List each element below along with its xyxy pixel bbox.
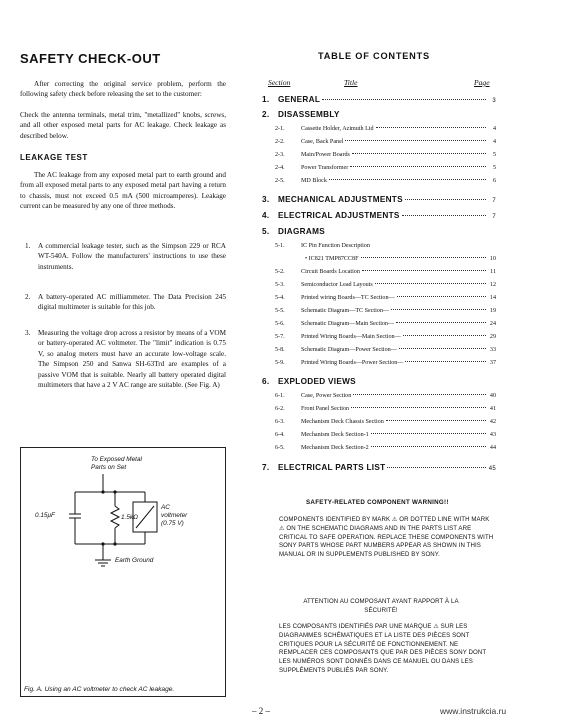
method-text: A battery-operated AC milliammeter. The Data Precision 245 digital multimeter is suitable for this job. — [38, 293, 226, 312]
figure-label-top-2: Parts on Set — [91, 464, 127, 471]
toc-subsection-row[interactable]: 6-2. Front Panel Section 41 — [275, 406, 496, 412]
voltmeter-label-3: (0.75 V) — [161, 520, 184, 527]
toc-subsection-row[interactable]: 2-1. Cassette Holder, Azimuth Lid 4 — [275, 126, 496, 132]
intro-paragraph: After correcting the original service problem, perform the following safety check before releasing the set to the customer: — [20, 80, 226, 99]
toc-subsection-row[interactable]: 5-2. Circuit Boards Location 11 — [275, 269, 496, 275]
toc-section-row[interactable]: 5. DIAGRAMS — [262, 227, 325, 236]
toc-subsection-row[interactable]: • IC821 TMP87CC8F 10 — [305, 256, 496, 262]
toc-section-row[interactable]: 2. DISASSEMBLY — [262, 110, 340, 119]
leakage-test-heading: LEAKAGE TEST — [20, 153, 88, 162]
toc-subsection-row[interactable]: 2-5. MD Block 6 — [275, 178, 496, 184]
figure-label-top: To Exposed Metal — [91, 456, 142, 463]
method-text: Measuring the voltage drop across a resistor by means of a VOM or battery-operated AC voltmeter. The "limit" indication is 0.75 V, so analog meters must have an accurate low-voltage scale. The Simpson 250 and Sanwa SH-63Trd are examples of a passive VOM that is suitable. Nearly all battery operated digital multimeters that have a 2 V AC range are suitable. (See Fig. A) — [38, 329, 226, 390]
figure-caption: Fig. A. Using an AC voltmeter to check AC leakage. — [24, 686, 175, 693]
capacitor-label: 0.15μF — [35, 512, 55, 519]
toc-col-page: Page — [474, 78, 490, 87]
ground-label: Earth Ground — [115, 557, 154, 564]
method-number: 3. — [25, 329, 31, 337]
circuit-diagram — [21, 448, 227, 698]
toc-subsection-row[interactable]: 5-7. Printed Wiring Boards—Main Section— 29 — [275, 334, 496, 340]
meter-needle — [136, 506, 154, 528]
toc-title: TABLE OF CONTENTS — [318, 51, 430, 61]
safety-warning-title: SAFETY-RELATED COMPONENT WARNING!! — [306, 499, 449, 506]
resistor-zigzag — [111, 506, 119, 528]
toc-section-row[interactable]: 1. GENERAL 3 — [262, 95, 496, 104]
toc-subsection-row[interactable]: 5-4. Printed wiring Boards—TC Section— 14 — [275, 295, 496, 301]
toc-subsection-row[interactable]: 2-3. Main/Power Boards 5 — [275, 152, 496, 158]
toc-col-section: Section — [268, 78, 291, 87]
safety-check-title: SAFETY CHECK-OUT — [20, 51, 161, 66]
toc-section-row[interactable]: 6. EXPLODED VIEWS — [262, 377, 356, 386]
toc-subsection-row[interactable]: 5-8. Schematic Diagram—Power Section— 33 — [275, 347, 496, 353]
toc-subsection-row[interactable]: 2-4. Power Transformer 5 — [275, 165, 496, 171]
toc-subsection-row[interactable]: 5-5. Schematic Diagram—TC Section— 19 — [275, 308, 496, 314]
toc-subsection-row[interactable]: 2-2. Case, Back Panel 4 — [275, 139, 496, 145]
toc-subsection-row[interactable]: 6-4. Mechanism Deck Section-1 43 — [275, 432, 496, 438]
intro-paragraph-2: Check the antenna terminals, metal trim, "metallized" knobs, screws, and all other exposed metal parts for AC leakage. Check leakage as described below. — [20, 111, 226, 140]
toc-section-row[interactable]: 3. MECHANICAL ADJUSTMENTS 7 — [262, 195, 496, 204]
method-number: 2. — [25, 293, 31, 301]
toc-subsection-row[interactable]: 6-1. Case, Power Section 40 — [275, 393, 496, 399]
safety-warning-fr-title: ATTENTION AU COMPOSANT AYANT RAPPORT À LA SÉCURITÉ! — [303, 598, 459, 614]
safety-warning-text: COMPONENTS IDENTIFIED BY MARK ⚠ OR DOTTED LINE WITH MARK ⚠ ON THE SCHEMATIC DIAGRAMS AND IN THE PARTS LIST ARE CRITICAL TO SAFE OPERATION. REPLACE THESE COMPONENTS WITH SONY PARTS WHOSE PART NUMBERS APPEAR AS SHOWN IN THIS MANUAL OR IN SUPPLEMENTS PUBLISHED BY SONY. — [279, 516, 494, 559]
toc-subsection-row[interactable]: 6-5. Mechanism Deck Section-2 44 — [275, 445, 496, 451]
toc-subsection-row[interactable]: 5-3. Semiconductor Lead Layouts 12 — [275, 282, 496, 288]
toc-section-row[interactable]: 7. ELECTRICAL PARTS LIST 45 — [262, 463, 496, 472]
toc-section-row[interactable]: 4. ELECTRICAL ADJUSTMENTS 7 — [262, 211, 496, 220]
voltmeter-label-2: voltmeter — [161, 512, 188, 519]
watermark: www.instrukcia.ru — [440, 706, 507, 716]
toc-col-title: Title — [344, 78, 358, 87]
leakage-paragraph: The AC leakage from any exposed metal part to earth ground and from all exposed metal parts to any exposed metal part having a return to chassis, must not exceed 0.5 mA (500 microamperes). Leakage current can be measured by any one of three methods. — [20, 171, 226, 211]
toc-subsection-row[interactable]: 5-1. IC Pin Function Description — [275, 243, 370, 249]
page-number: – 2 – — [252, 706, 270, 716]
method-text: A commercial leakage tester, such as the Simpson 229 or RCA WT-540A. Follow the manufacturers' instructions to use these instruments. — [38, 242, 226, 271]
figure-a-leakage-circuit — [20, 447, 226, 697]
voltmeter-label: AC — [161, 504, 170, 511]
toc-subsection-row[interactable]: 6-3. Mechanism Deck Chassis Section 42 — [275, 419, 496, 425]
toc-subsection-row[interactable]: 5-9. Printed Wiring Boards—Power Section— 37 — [275, 360, 496, 366]
safety-warning-fr-text: LES COMPOSANTS IDENTIFIÉS PAR UNE MARQUE ⚠ SUR LES DIAGRAMMES SCHÉMATIQUES ET LA LISTE DES PIÈCES SONT CRITIQUES POUR LA SÉCURITÉ DE FONCTIONNEMENT. NE REMPLACER CES COMPOSANTS QUE PAR DES PIÈCES SONY DONT LES NUMÉROS SONT DONNÉS DANS CE MANUEL OU DANS LES SUPPLÉMENTS PUBLIÉS PAR SONY. — [279, 623, 487, 674]
toc-subsection-row[interactable]: 5-6. Schematic Diagram—Main Section— 24 — [275, 321, 496, 327]
method-number: 1. — [25, 242, 31, 250]
resistor-label: 1.5kΩ — [121, 514, 138, 521]
